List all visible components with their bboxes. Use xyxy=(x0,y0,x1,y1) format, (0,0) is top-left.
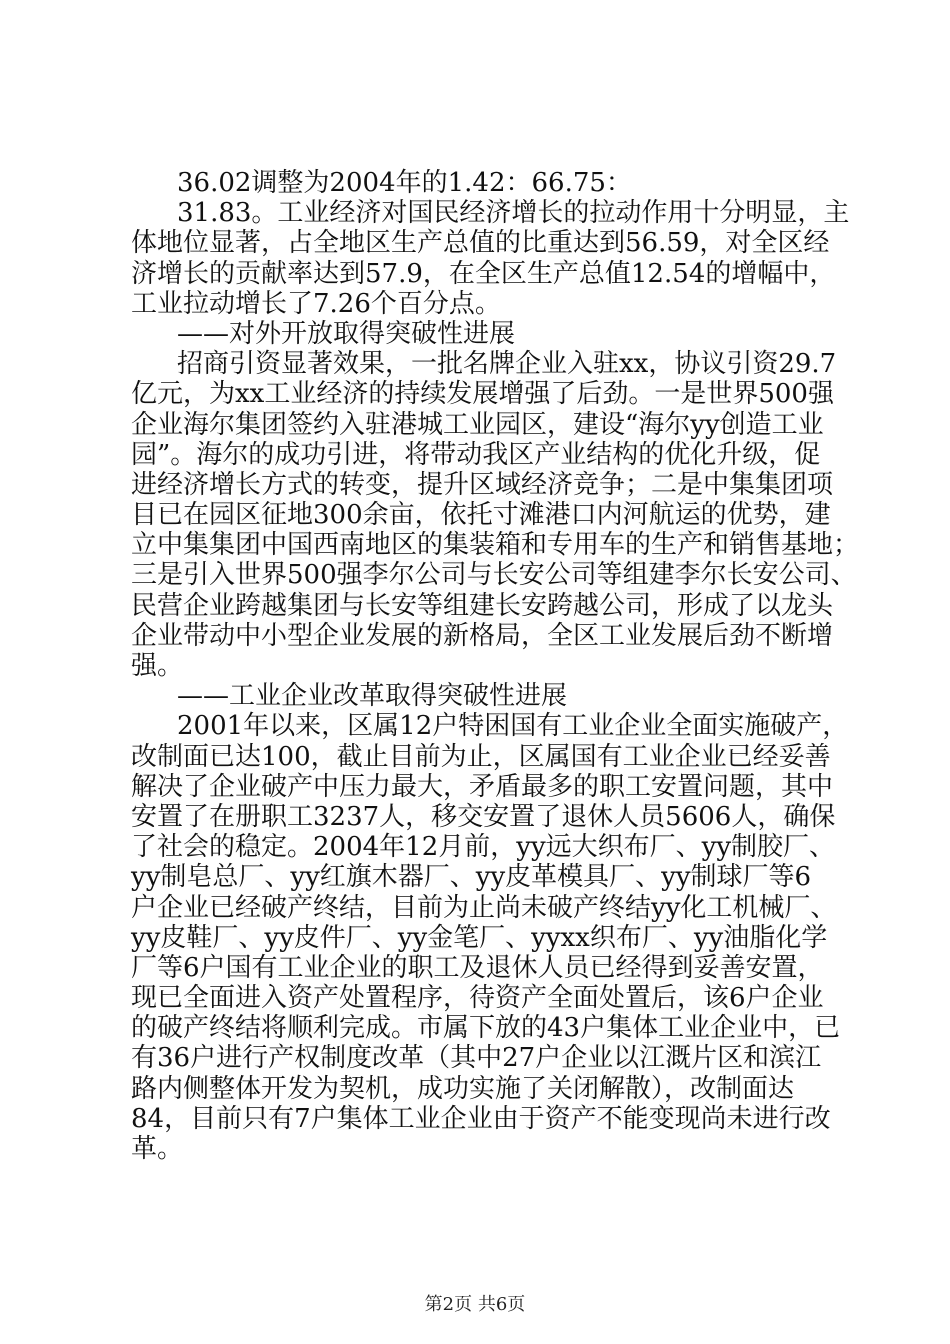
text-line: 进经济增长方式的转变，提升区域经济竞争；二是中集集团项 xyxy=(131,469,834,500)
text-line: 现已全面进入资产处置程序，待资产全面处置后，该6户企业 xyxy=(131,983,824,1014)
text-line: 的破产终结将顺利完成。市属下放的43户集体工业企业中，已 xyxy=(131,1013,841,1044)
text-line: 民营企业跨越集团与长安等组建长安跨越公司，形成了以龙头 xyxy=(131,590,834,621)
text-line: 企业带动中小型企业发展的新格局，全区工业发展后劲不断增 xyxy=(131,620,834,651)
text-line: 亿元，为xx工业经济的持续发展增强了后劲。一是世界500强 xyxy=(131,379,834,410)
page-number-footer: 第2页 共6页 xyxy=(424,1294,526,1315)
text-line: 安置了在册职工3237人，移交安置了退休人员5606人，确保 xyxy=(131,801,836,832)
text-line: 目已在园区征地300余亩，依托寸滩港口内河航运的优势，建 xyxy=(131,500,831,531)
text-line: 立中集集团中国西南地区的集装箱和专用车的生产和销售基地； xyxy=(131,530,860,561)
document-body xyxy=(131,168,860,1164)
text-line: 厂等6户国有工业企业的职工及退休人员已经得到妥善安置， xyxy=(131,952,824,983)
text-line: 31.83。工业经济对国民经济增长的拉动作用十分明显，主 xyxy=(177,198,850,229)
text-line: 三是引入世界500强李尔公司与长安公司等组建李尔长安公司、 xyxy=(131,560,857,591)
text-line: 2001年以来，区属12户特困国有工业企业全面实施破产， xyxy=(177,711,849,742)
section-heading: ——工业企业改革取得突破性进展 xyxy=(177,681,568,712)
text-line: 招商引资显著效果，一批名牌企业入驻xx，协议引资29.7 xyxy=(177,349,837,380)
text-line: 工业拉动增长了7.26个百分点。 xyxy=(131,288,501,319)
text-line: yy制皂总厂、yy红旗木器厂、yy皮革模具厂、yy制球厂等6 xyxy=(131,862,812,893)
text-line: 有36户进行产权制度改革（其中27户企业以江溉片区和滨江 xyxy=(131,1043,822,1074)
text-line: 企业海尔集团签约入驻港城工业园区，建设“海尔yy创造工业 xyxy=(131,409,824,440)
text-line: 济增长的贡献率达到57.9，在全区生产总值12.54的增幅中， xyxy=(131,258,836,289)
text-line: 了社会的稳定。2004年12月前，yy远大织布厂、yy制胶厂、 xyxy=(131,832,836,863)
text-line: 体地位显著，占全地区生产总值的比重达到56.59，对全区经 xyxy=(131,228,830,259)
text-line: 路内侧整体开发为契机，成功实施了关闭解散），改制面达 xyxy=(131,1073,795,1104)
text-line: 改制面已达100，截止目前为止，区属国有工业企业已经妥善 xyxy=(131,741,831,772)
text-line: 84，目前只有7户集体工业企业由于资产不能变现尚未进行改 xyxy=(131,1103,831,1134)
text-line: 革。 xyxy=(131,1134,184,1164)
text-line: 户企业已经破产终结，目前为止尚未破产终结yy化工机械厂、 xyxy=(131,892,837,923)
text-line: 园”。海尔的成功引进，将带动我区产业结构的优化升级，促 xyxy=(131,439,821,470)
section-heading: ——对外开放取得突破性进展 xyxy=(177,318,516,349)
text-line: 36.02调整为2004年的1.42：66.75： xyxy=(177,168,632,198)
text-line: yy皮鞋厂、yy皮件厂、yy金笔厂、yyxx织布厂、yy油脂化学 xyxy=(131,922,828,953)
text-line: 强。 xyxy=(131,651,184,681)
text-line: 解决了企业破产中压力最大，矛盾最多的职工安置问题，其中 xyxy=(131,771,834,802)
